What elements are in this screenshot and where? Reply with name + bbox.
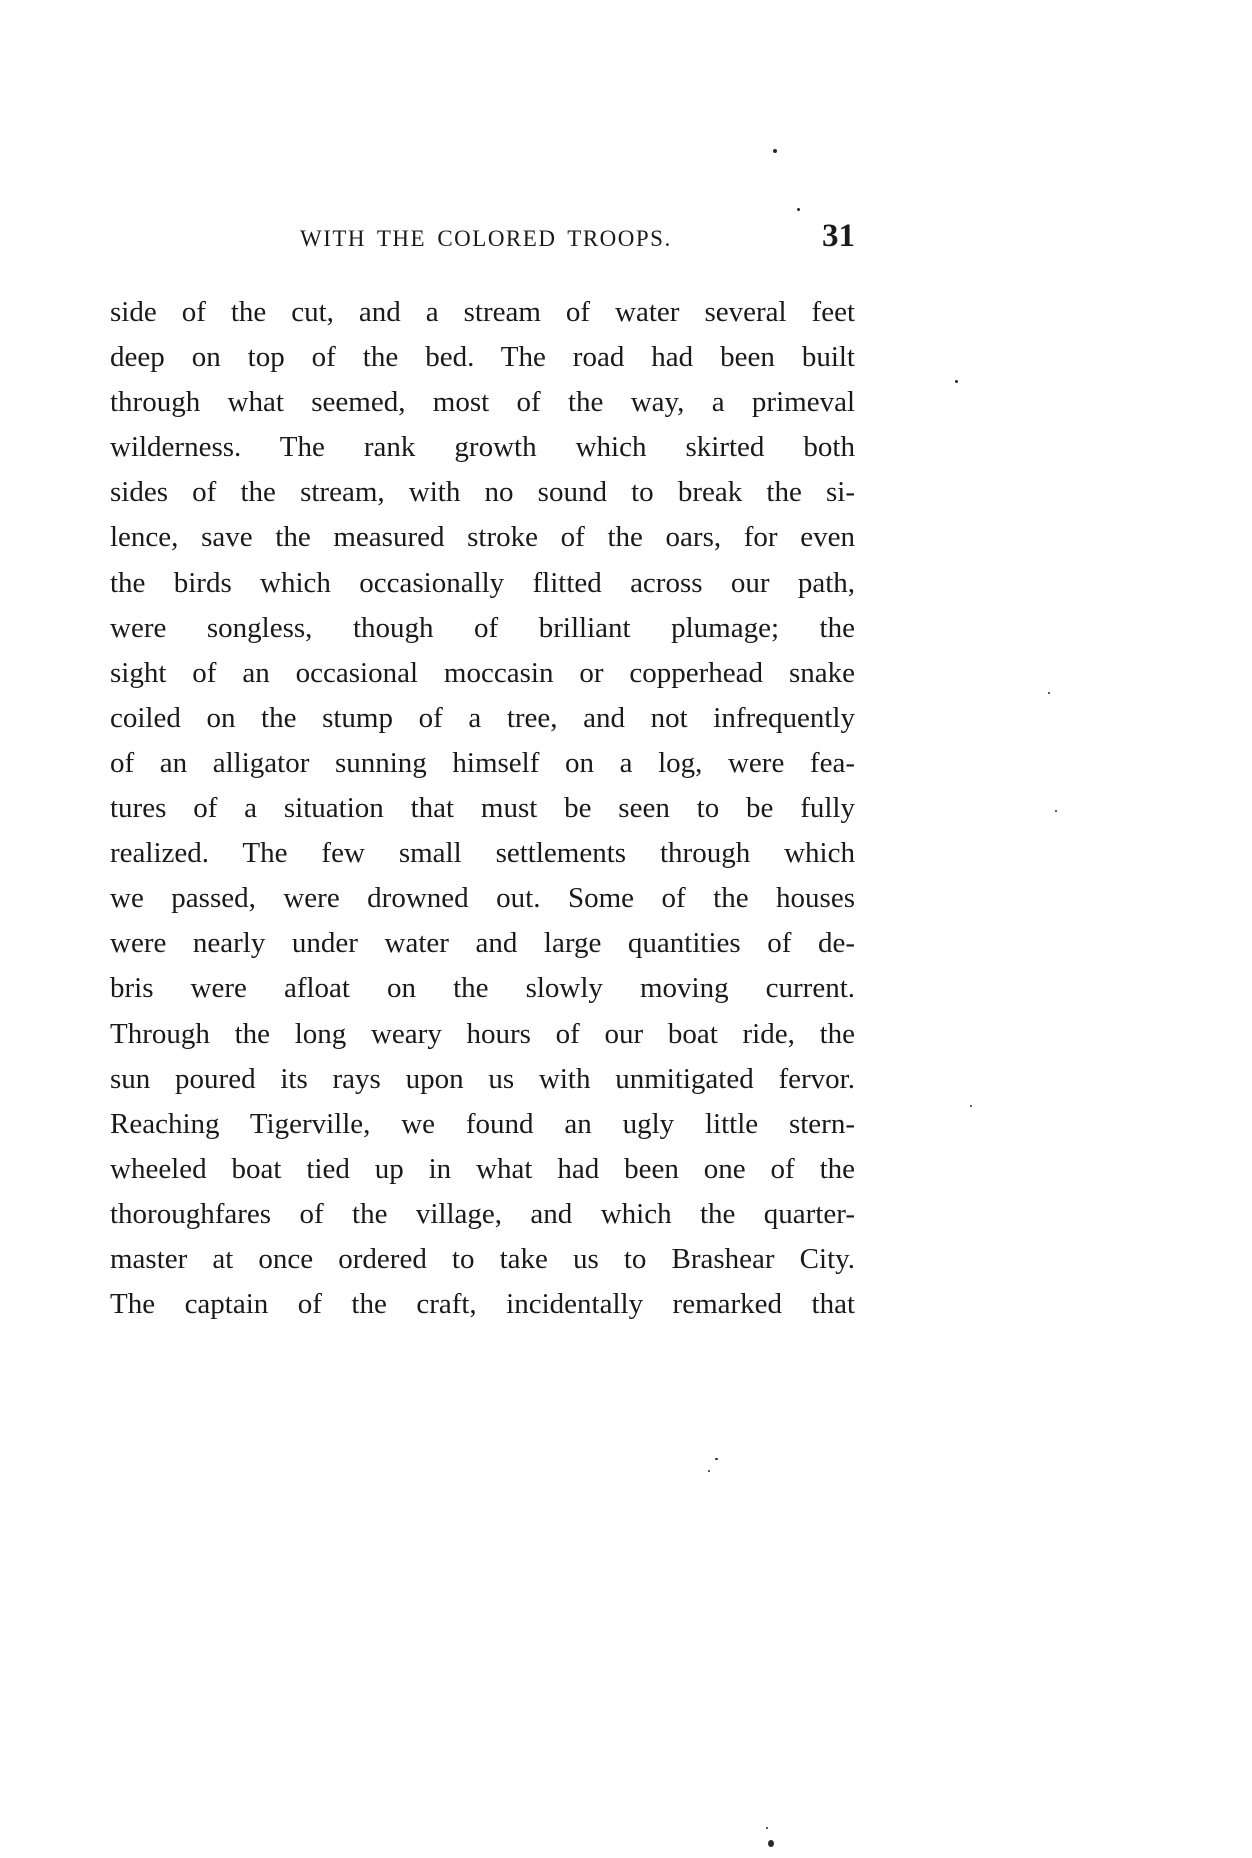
text-line: sun poured its rays upon us with unmitigated fervor. bbox=[110, 1062, 855, 1095]
text-line: wilderness. The rank growth which skirted both bbox=[110, 431, 855, 464]
text-line: Reaching Tigerville, we found an ugly little stern- bbox=[110, 1107, 855, 1140]
text-line: side of the cut, and a stream of water several feet bbox=[110, 296, 855, 328]
running-header bbox=[110, 218, 855, 262]
scan-speck bbox=[970, 1105, 972, 1107]
text-line: realized. The few small settlements through which bbox=[110, 837, 855, 870]
text-line: bris were afloat on the slowly moving current. bbox=[110, 972, 855, 1005]
scan-speck bbox=[768, 1840, 774, 1847]
scan-speck bbox=[773, 149, 777, 153]
text-line: lence, save the measured stroke of the oars, for even bbox=[110, 521, 855, 554]
page-number: 31 bbox=[822, 218, 855, 254]
scan-speck bbox=[955, 380, 958, 383]
text-line: The captain of the craft, incidentally remarked that bbox=[110, 1288, 855, 1321]
text-line: we passed, were drowned out. Some of the houses bbox=[110, 882, 855, 915]
text-line: of an alligator sunning himself on a log, were fea- bbox=[110, 746, 855, 779]
text-line: the birds which occasionally flitted across our path, bbox=[110, 566, 855, 599]
text-line: tures of a situation that must be seen to be fully bbox=[110, 792, 855, 825]
scan-speck bbox=[715, 1458, 718, 1460]
text-line: were nearly under water and large quantities of de- bbox=[110, 927, 855, 960]
running-title: WITH THE COLORED TROOPS. bbox=[300, 226, 672, 251]
scan-speck bbox=[797, 208, 800, 211]
text-line: wheeled boat tied up in what had been one of the bbox=[110, 1152, 855, 1185]
text-line: thoroughfares of the village, and which the quarter- bbox=[110, 1197, 855, 1230]
text-line: master at once ordered to take us to Brashear City. bbox=[110, 1242, 855, 1275]
text-line: deep on top of the bed. The road had been built bbox=[110, 341, 855, 374]
text-line: Through the long weary hours of our boat ride, the bbox=[110, 1017, 855, 1050]
scan-speck bbox=[708, 1470, 710, 1472]
scan-speck bbox=[1048, 692, 1050, 694]
body-text bbox=[110, 290, 855, 1327]
text-line: coiled on the stump of a tree, and not infrequently bbox=[110, 701, 855, 734]
text-line: sides of the stream, with no sound to break the si- bbox=[110, 476, 855, 509]
scan-speck bbox=[1055, 810, 1057, 812]
text-line: through what seemed, most of the way, a primeval bbox=[110, 386, 855, 419]
text-line: sight of an occasional moccasin or copperhead snake bbox=[110, 656, 855, 689]
text-line: were songless, though of brilliant plumage; the bbox=[110, 611, 855, 644]
scan-speck bbox=[766, 1827, 768, 1829]
